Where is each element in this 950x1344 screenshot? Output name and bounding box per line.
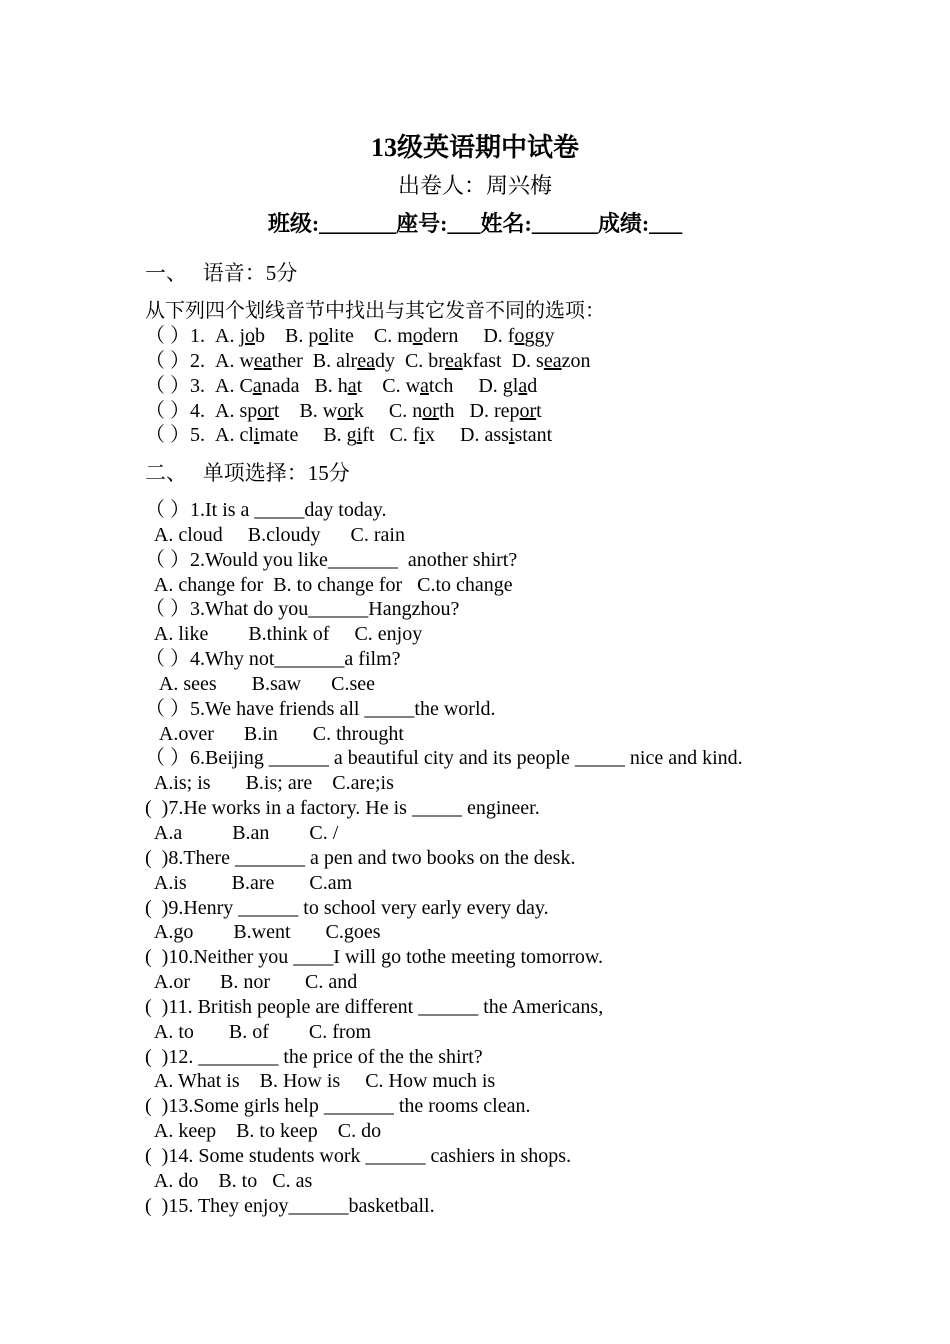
question-text: ft C. f [362,424,420,447]
answer-options: A. change for B. to change for C.to change [145,573,513,596]
question-stem: （ ）5.We have friends all _____the world. [145,697,496,720]
phonetics-question [145,399,590,424]
answer-options: A. cloud B.cloudy C. rain [145,523,405,546]
question-text: t C. w [356,374,421,397]
question-text: ther B. alr [271,349,358,372]
section-2-heading: 二、 单项选择：15分 [145,461,350,485]
question-text: t B. w [273,399,338,422]
question-text: kfast D. s [462,349,544,372]
student-info-line: 班级:_______座号:___姓名:______成绩:___ [267,211,683,236]
underlined-syllable: a [252,374,262,397]
answer-options: A.over B.in C. throught [145,722,404,745]
question-text: lite C. m [328,325,413,347]
question-text: dy C. br [374,349,445,372]
underlined-syllable: ea [253,349,272,372]
question-stem: ( )10.Neither you ____I will go tothe meeting tomorrow. [145,946,604,969]
underlined-syllable: a [347,374,357,397]
exam-author: 出卷人：周兴梅 [397,173,552,198]
question-text: （ ）1. A. j [145,325,245,347]
question-text: k C. n [353,399,423,422]
multiple-choice-questions [145,498,743,1218]
question-stem: （ ）4.Why not_______a film? [145,648,401,671]
question-stem: （ ）3.What do you______Hangzhou? [145,598,460,621]
answer-options: A.or B. nor C. and [145,971,358,994]
question-text: d [527,374,538,397]
underlined-syllable: or [257,399,274,422]
phonetics-question [145,374,590,399]
section-1-heading: 一、 语音：5分 [145,261,298,285]
underlined-syllable: ea [444,349,463,372]
underlined-syllable: o [318,325,329,347]
underlined-syllable: or [519,399,537,422]
answer-options: A.is B.are C.am [145,871,353,894]
underlined-syllable: or [337,399,354,422]
answer-options: A. What is B. How is C. How much is [145,1070,496,1093]
underlined-syllable: ea [543,349,562,372]
phonetics-questions [145,324,590,448]
answer-options: A. keep B. to keep C. do [145,1120,382,1143]
exam-title: 13级英语期中试卷 [370,133,579,162]
underlined-syllable: i [253,424,260,447]
question-text: t [536,399,542,422]
underlined-syllable: a [420,374,429,397]
question-text: ggy [524,325,555,347]
question-stem: ( )9.Henry ______ to school very early every day. [145,896,549,919]
question-text: th D. rep [438,399,520,422]
question-stem: ( )12. ________ the price of the the shirt? [145,1045,483,1068]
question-text: stant [514,424,553,447]
underlined-syllable: i [419,424,426,447]
question-text: （ ）2. A. w [145,349,254,372]
question-stem: （ ）2.Would you like_______ another shirt? [145,548,518,571]
underlined-syllable: ea [357,349,375,372]
question-text: x D. ass [425,424,509,447]
underlined-syllable: o [412,325,423,347]
question-stem: ( )15. They enjoy______basketball. [145,1194,435,1217]
section-1-instruction: 从下列四个划线音节中找出与其它发音不同的选项： [145,300,605,322]
answer-options: A. sees B.saw C.see [145,672,375,695]
answer-options: A.a B.an C. / [145,821,339,844]
phonetics-question [145,423,590,448]
question-text: zon [561,349,591,372]
question-stem: ( )11. British people are different ______ the Americans, [145,995,604,1018]
question-stem: ( )8.There _______ a pen and two books on the desk. [145,846,576,869]
answer-options: A. like B.think of C. enjoy [145,623,423,646]
phonetics-question [145,349,590,374]
answer-options: A.go B.went C.goes [145,921,381,944]
question-text: （ ）4. A. sp [145,399,258,422]
underlined-syllable: i [356,424,363,447]
question-text: （ ）5. A. cl [145,424,254,447]
underlined-syllable: a [518,374,528,397]
question-text: mate B. g [259,424,357,447]
question-text: nada B. h [261,374,348,397]
underlined-syllable: o [245,325,255,347]
answer-options: A. to B. of C. from [145,1020,372,1043]
question-stem: ( )7.He works in a factory. He is _____ engineer. [145,797,540,820]
underlined-syllable: i [508,424,515,447]
underlined-syllable: or [422,399,439,422]
question-stem: ( )13.Some girls help _______ the rooms clean. [145,1095,531,1118]
question-text: dern D. f [422,325,515,347]
question-stem: （ ）1.It is a _____day today. [145,499,387,521]
answer-options: A. do B. to C. as [145,1169,313,1192]
answer-options: A.is; is B.is; are C.are;is [145,772,394,795]
underlined-syllable: o [514,325,525,347]
question-text: （ ）3. A. C [145,374,253,397]
question-stem: （ ）6.Beijing ______ a beautiful city and its people _____ nice and kind. [145,747,743,770]
phonetics-question [145,324,590,349]
question-text: tch D. gl [428,374,519,397]
question-stem: ( )14. Some students work ______ cashiers in shops. [145,1144,572,1167]
question-text: b B. p [255,325,319,347]
